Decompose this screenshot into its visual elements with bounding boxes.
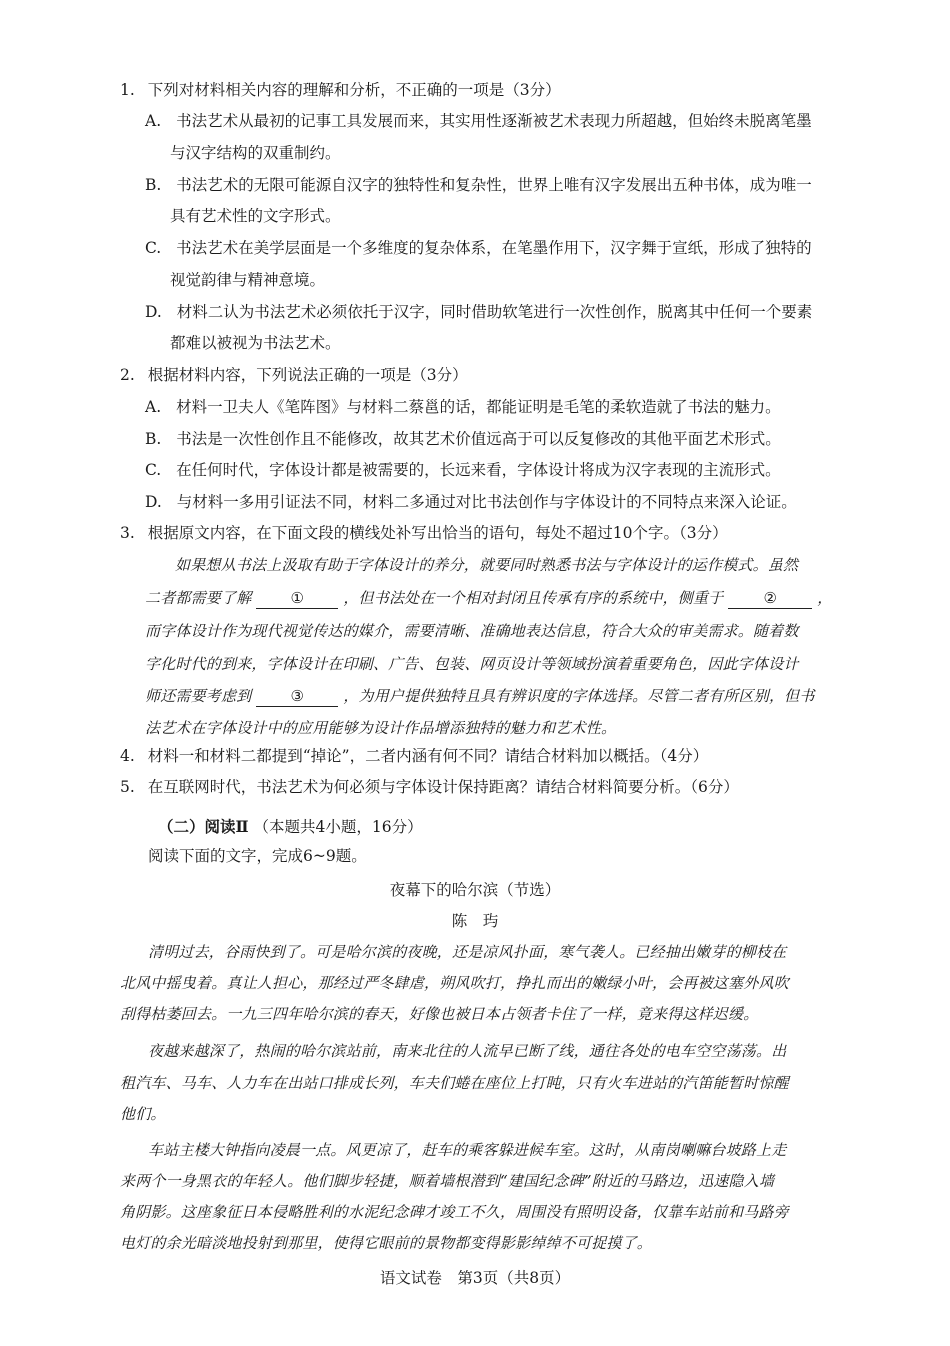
- question-number: 2.: [120, 366, 135, 384]
- article-para-1-line-1: 清明过去，谷雨快到了。可是哈尔滨的夜晚，还是凉风扑面，寒气袭人。已经抽出嫩芽的柳枝在: [148, 943, 787, 961]
- option-text: 在任何时代，字体设计都是被需要的，长远来看，字体设计将成为汉字表现的主流形式。: [176, 461, 781, 479]
- fill-passage-line-5: [145, 686, 815, 707]
- option-text: 书法是一次性创作且不能修改，故其艺术价值远高于可以反复修改的其他平面艺术形式。: [176, 430, 781, 448]
- option-b: [145, 175, 812, 195]
- article-title: 夜幕下的哈尔滨（节选）: [389, 881, 561, 899]
- section-title: （二）阅读Ⅱ: [158, 817, 249, 836]
- fill-passage-line-6: 法艺术在字体设计中的应用能够为设计作品增添独特的魅力和艺术性。: [145, 719, 617, 737]
- article-para-3-line-2: 来两个一身黑衣的年轻人。他们脚步轻捷，顺着墙根潜到“建国纪念碑”附近的马路边，迅速隐入墙: [120, 1172, 775, 1190]
- question-text: 在互联网时代，书法艺术为何必须与字体设计保持距离？请结合材料简要分析。（6分）: [147, 778, 739, 796]
- option-b-cont: 具有艺术性的文字形式。: [170, 207, 341, 225]
- option-text: 书法艺术在美学层面是一个多维度的复杂体系，在笔墨作用下，汉字舞于宣纸，形成了独特的: [176, 239, 812, 257]
- question-text: 根据原文内容，在下面文段的横线处补写出恰当的语句，每处不超过10个字。（3分）: [147, 524, 728, 542]
- option-c-cont: 视觉韵律与精神意境。: [170, 271, 326, 289]
- question-4: [120, 746, 708, 766]
- question-2-stem: [120, 365, 468, 385]
- option-label: D.: [145, 303, 162, 321]
- option-d: [145, 302, 812, 322]
- option-label: B.: [145, 430, 162, 448]
- question-number: 4.: [120, 747, 135, 765]
- fill-passage-line-3: 而字体设计作为现代视觉传达的媒介，需要清晰、准确地表达信息，符合大众的审美需求。随着数: [145, 622, 799, 640]
- question-number: 3.: [120, 524, 135, 542]
- question-1-stem: [120, 80, 561, 100]
- option-a: [145, 397, 781, 417]
- question-5: [120, 777, 739, 797]
- question-text: 材料一和材料二都提到“掉论”，二者内涵有何不同？请结合材料加以概括。（4分）: [147, 747, 709, 765]
- option-label: B.: [145, 176, 162, 194]
- option-label: C.: [145, 239, 162, 257]
- option-label: A.: [145, 112, 162, 130]
- option-text: 材料一卫夫人《笔阵图》与材料二蔡邕的话，都能证明是毛笔的柔软造就了书法的魅力。: [176, 398, 781, 416]
- passage-text: 二者都需要了解: [145, 589, 252, 607]
- article-author: 陈 玙: [451, 912, 499, 930]
- article-para-2-line-3: 他们。: [120, 1105, 166, 1123]
- article-para-3-line-4: 电灯的余光暗淡地投射到那里，使得它眼前的景物都变得影影绰绰不可捉摸了。: [120, 1234, 653, 1252]
- option-c: [145, 238, 812, 258]
- option-d: [145, 492, 797, 512]
- passage-text: ，: [817, 589, 833, 607]
- passage-text: ，为用户提供独特且具有辨识度的字体选择。尽管二者有所区别，但书: [343, 687, 815, 705]
- option-text: 书法艺术从最初的记事工具发展而来，其实用性逐渐被艺术表现力所超越，但始终未脱离笔墨: [176, 112, 812, 130]
- option-a: [145, 111, 812, 131]
- fill-passage-line-4: 字化时代的到来，字体设计在印刷、广告、包装、网页设计等领域扮演着重要角色，因此字体设计: [145, 655, 799, 673]
- option-label: D.: [145, 493, 162, 511]
- article-para-3-line-1: 车站主楼大钟指向凌晨一点。风更凉了，赶车的乘客躲进候车室。这时，从南岗喇嘛台坡路上走: [148, 1141, 787, 1159]
- question-text: 根据材料内容，下列说法正确的一项是（3分）: [147, 366, 468, 384]
- passage-text: 师还需要考虑到: [145, 687, 252, 705]
- fill-passage-line-2: [145, 588, 833, 609]
- page-footer: 语文试卷 第3页（共8页）: [379, 1269, 571, 1287]
- blank-2[interactable]: ②: [728, 588, 812, 609]
- fill-passage-line-1: 如果想从书法上汲取有助于字体设计的养分，就要同时熟悉书法与字体设计的运作模式。虽然: [175, 556, 799, 574]
- question-number: 5.: [120, 778, 135, 796]
- question-number: 1.: [120, 81, 135, 99]
- question-text: 下列对材料相关内容的理解和分析，不正确的一项是（3分）: [147, 81, 561, 99]
- question-3-stem: [120, 523, 728, 543]
- option-text: 材料二认为书法艺术必须依托于汉字，同时借助软笔进行一次性创作，脱离其中任何一个要素: [176, 303, 813, 321]
- option-label: C.: [145, 461, 162, 479]
- option-a-cont: 与汉字结构的双重制约。: [170, 144, 341, 162]
- article-para-2-line-2: 租汽车、马车、人力车在出站口排成长列，车夫们蜷在座位上打盹，只有火车进站的汽笛能暂时惊醒: [120, 1074, 789, 1092]
- section-note: （本题共4小题，16分）: [253, 818, 423, 836]
- blank-3[interactable]: ③: [256, 686, 338, 707]
- option-b: [145, 429, 781, 449]
- option-text: 与材料一多用引证法不同，材料二多通过对比书法创作与字体设计的不同特点来深入论证。: [176, 493, 797, 511]
- section-instruction: 阅读下面的文字，完成6~9题。: [148, 847, 367, 865]
- blank-1[interactable]: ①: [256, 588, 338, 609]
- section-header: [158, 817, 423, 837]
- option-d-cont: 都难以被视为书法艺术。: [170, 334, 341, 352]
- option-text: 书法艺术的无限可能源自汉字的独特性和复杂性，世界上唯有汉字发展出五种书体，成为唯一: [176, 176, 812, 194]
- article-para-1-line-2: 北风中摇曳着。真让人担心，那经过严冬肆虐，朔风吹打，挣扎而出的嫩绿小叶，会再被这塞外风吹: [120, 974, 789, 992]
- passage-text: ，但书法处在一个相对封闭且传承有序的系统中，侧重于: [343, 589, 724, 607]
- option-c: [145, 460, 781, 480]
- option-label: A.: [145, 398, 162, 416]
- article-para-3-line-3: 角阴影。这座象征日本侵略胜利的水泥纪念碑才竣工不久，周围没有照明设备，仅靠车站前和马路旁: [120, 1203, 789, 1221]
- article-para-2-line-1: 夜越来越深了，热闹的哈尔滨站前，南来北往的人流早已断了线，通往各处的电车空空荡荡。出: [148, 1042, 787, 1060]
- article-para-1-line-3: 刮得枯萎回去。一九三四年哈尔滨的春天，好像也被日本占领者卡住了一样，竟来得这样迟缓。: [120, 1005, 759, 1023]
